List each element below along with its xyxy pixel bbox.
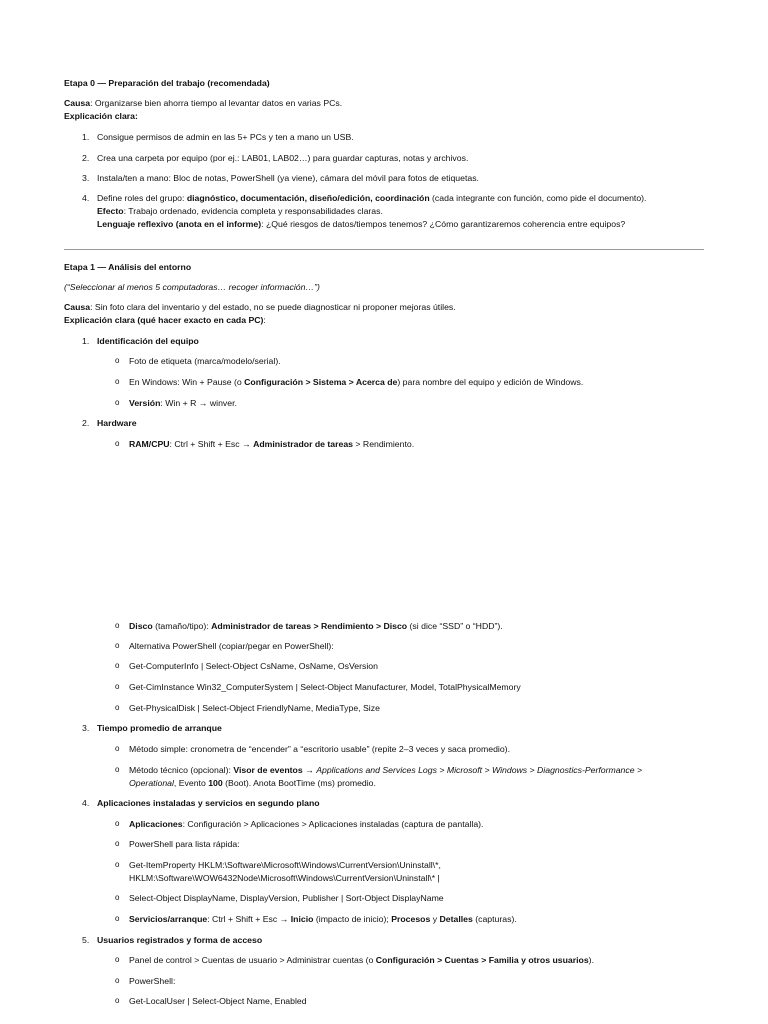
document-page: Etapa 0 — Preparación del trabajo (recomendada) Causa: Organizarse bien ahorra tiempo al levantar datos en varias PCs. Explicación clara: 1. Consigue permisos de admin en las 5+ PCs y ten a mano un USB. 2. Crea una carpeta por equipo (por ej.: LAB01, LAB02…) para guardar capturas, notas y archivos. 3. Instala/ten a mano: Bloc de notas, PowerShell (ya viene), cámara del móvil para fotos de etiquetas. 4. Define roles del grupo: diagnóstico, documentación, diseño/edición, coordinación (cada integrante con función, como pide el documento). Efecto: Trabajo ordenado, evidencia completa y responsabilidades claras. Lenguaje reflexivo (anota en el informe): ¿Qué riesgos de datos/tiempos tenemos? ¿Cómo garantizaremos coherencia entre equipos? Etapa 1 — Análisis del entorno (“Seleccionar al menos 5 computadoras… recoger información…”) Causa: Sin foto clara del inventario y del estado, no se puede diagnosticar ni proponer mejoras útiles. Explicación clara (qué hacer exacto en cada PC): 1. Identificación del equipo o Foto de etiqueta (marca/modelo/serial). o En Windows: Win + Pause (o Configuración > Sistema > Acerca de) para nombre del equipo y edición de Windows. o Versión: Win + R → winver. 2. Hardware o RAM/CPU: Ctrl + Shift + Esc → Administrador de tareas > Rendimiento. o Disco (tamaño/tipo): Administrador de tareas > Rendimiento > Disco (si dice “SSD” o “HDD”). o Alternativa PowerShell (copiar/pegar en PowerShell): o Get-ComputerInfo | Select-Object CsName, OsName, OsVersion o Get-CimInstance Win32_ComputerSystem | Select-Object Manufacturer, Model, TotalPhysicalMemory o Get-PhysicalDisk | Select-Object FriendlyName, MediaType, Size 3. Tiempo promedio de arranque o Método simple: cronometra de “encender” a “escritorio usable” (repite 2–3 veces y saca promedio). o Método técnico (opcional): Visor de eventos → Applications and Services Logs > Microsoft > Windows > Diagnostics-Performance > Operational, Evento 100 (Boot). Anota BootTime (ms) promedio. 4. Aplicaciones instaladas y servicios en segundo plano o Aplicaciones: Configuración > Aplicaciones > Aplicaciones instaladas (captura de pantalla). o PowerShell para lista rápida: o Get-ItemProperty HKLM:\Software\Microsoft\Windows\CurrentVersion\Uninstall\*, HKLM:\Software\WOW6432Node\Microsoft\Windows\CurrentVersion\Uninstall\* | o Select-Object DisplayName, DisplayVersion, Publisher | Sort-Object DisplayName o Servicios/arranque: Ctrl + Shift + Esc → Inicio (impacto de inicio); Procesos y Detalles (capturas). 5. Usuarios registrados y forma de acceso o Panel de control > Cuentas de usuario > Administrar cuentas (o Configuración > Cuentas > Familia y otros usuarios). o PowerShell: o Get-LocalUser | Select-Object Name, Enabled: [0, 0, 768, 1024]
stage1-cause: Causa: Sin foto clara del inventario y del estado, no se puede diagnosticar ni proponer mejoras útiles.: [64, 302, 456, 312]
stage1-heading: Etapa 1 — Análisis del entorno: [64, 262, 192, 272]
stage0-explanation-label: Explicación clara:: [64, 111, 138, 121]
section-divider: [64, 249, 704, 250]
stage0-cause: Causa: Organizarse bien ahorra tiempo al levantar datos en varias PCs.: [64, 98, 343, 108]
stage1-quote: (“Seleccionar al menos 5 computadoras… recoger información…”): [64, 282, 320, 292]
stage1-explanation-label: Explicación clara (qué hacer exacto en cada PC):: [64, 315, 266, 325]
stage0-heading: Etapa 0 — Preparación del trabajo (recomendada): [64, 78, 270, 88]
